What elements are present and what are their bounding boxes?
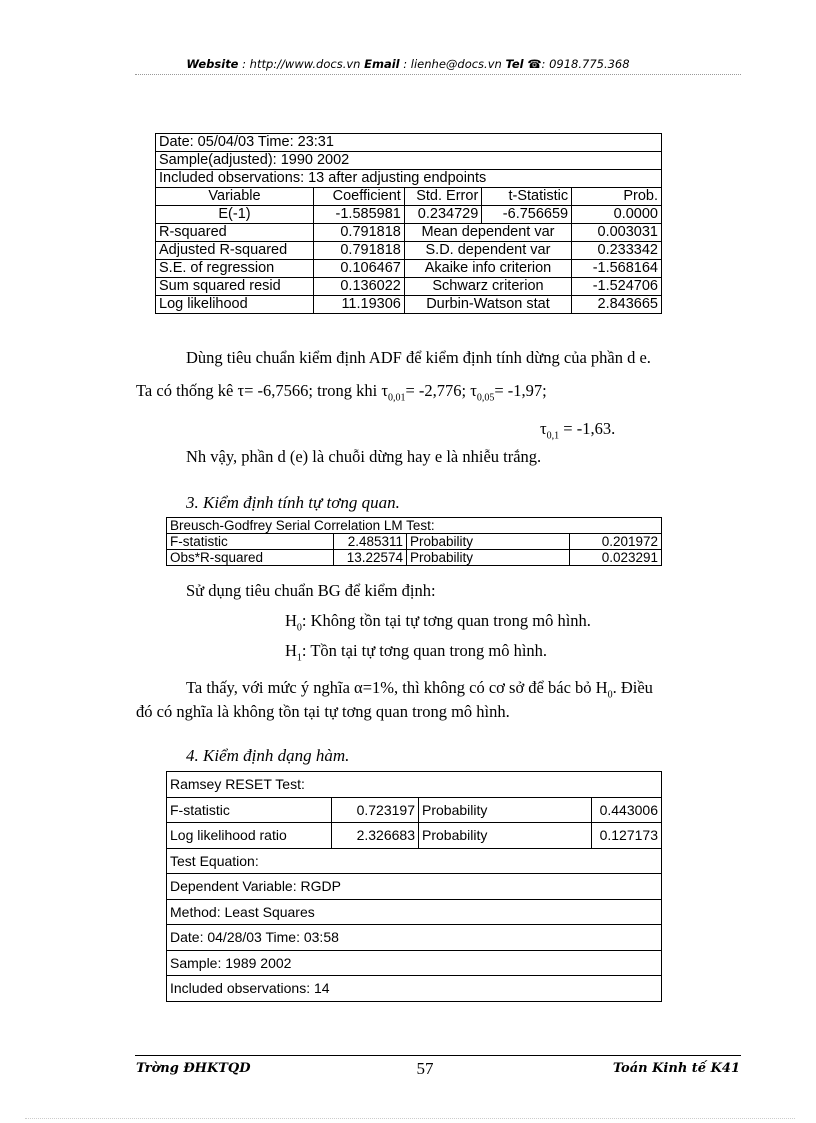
col-t-statistic: t-Statistic — [482, 188, 572, 206]
alpha-symbol: α — [354, 678, 363, 697]
adf-paragraph-line3 — [540, 419, 615, 441]
tau-symbol: τ — [470, 381, 477, 400]
stat-label-2: Durbin-Watson stat — [404, 296, 571, 314]
subscript: 0 — [607, 689, 613, 701]
stat-label: Log likelihood — [156, 296, 314, 314]
stat-value: 0.106467 — [313, 260, 404, 278]
bg-intro: Sử dụng tiêu chuẩn BG để kiểm định: — [186, 581, 436, 600]
tau-symbol: τ — [540, 419, 547, 438]
bg-prob: 0.201972 — [570, 534, 662, 550]
reset-prob: 0.127173 — [592, 823, 662, 849]
col-std-error: Std. Error — [404, 188, 481, 206]
footer-course: Toán Kinh tế K41 — [612, 1061, 740, 1076]
text: : Không tồn tại tự tơng quan trong mô hình. — [301, 611, 591, 630]
text: = -1,63. — [559, 419, 616, 438]
table-row — [167, 550, 662, 566]
bg-title: Breusch-Godfrey Serial Correlation LM Test: — [167, 518, 662, 534]
adf-paragraph-line1: Dùng tiêu chuẩn kiểm định ADF để kiểm định tính dừng của phần d e. — [186, 348, 651, 367]
bg-conclusion-line2: đó có nghĩa là không tồn tại tự tơng quan trong mô hình. — [136, 702, 510, 721]
adf-observations: Included observations: 13 after adjusting endpoints — [156, 170, 662, 188]
adf-date: Date: 05/04/03 Time: 23:31 — [156, 134, 662, 152]
website-value[interactable]: : http://www.docs.vn — [238, 57, 365, 71]
text: =1%, thì không có cơ sở để bác bỏ H — [362, 678, 608, 697]
reset-info-row: Date: 04/28/03 Time: 03:58 — [167, 925, 662, 951]
section-3-title: 3. Kiểm định tính tự tơng quan. — [186, 493, 400, 512]
stat-label: Sum squared resid — [156, 278, 314, 296]
stats-row — [156, 224, 662, 242]
tel-label: Tel — [505, 57, 524, 71]
tau-subscript: 0,1 — [546, 430, 560, 442]
text: = -1,97; — [494, 381, 547, 400]
stat-label: S.E. of regression — [156, 260, 314, 278]
table-row — [167, 823, 662, 849]
stat-label-2: Mean dependent var — [404, 224, 571, 242]
reset-prob-label: Probability — [419, 823, 592, 849]
col-prob: Prob. — [572, 188, 662, 206]
stat-label-2: S.D. dependent var — [404, 242, 571, 260]
stats-row — [156, 242, 662, 260]
footer-school: Trờng ĐHKTQD — [136, 1061, 251, 1076]
hypothesis-h1 — [285, 641, 547, 663]
text: H — [285, 611, 297, 630]
bottom-divider — [25, 1118, 795, 1119]
cell-std-error: 0.234729 — [404, 206, 481, 224]
email-label: Email — [364, 57, 400, 71]
bg-prob: 0.023291 — [570, 550, 662, 566]
tau-subscript: 0,05 — [476, 392, 495, 404]
text: Ta thấy, với mức ý nghĩa — [186, 678, 355, 697]
adf-sample: Sample(adjusted): 1990 2002 — [156, 152, 662, 170]
col-coefficient: Coefficient — [313, 188, 404, 206]
text: . Điều — [612, 678, 653, 697]
subscript: 1 — [296, 652, 302, 664]
adf-header-row — [156, 188, 662, 206]
reset-label: F-statistic — [167, 797, 332, 823]
bg-label: Obs*R-squared — [167, 550, 334, 566]
bg-prob-label: Probability — [407, 550, 570, 566]
table-row — [167, 534, 662, 550]
tel-value: : 0918.775.368 — [541, 57, 630, 71]
table-row — [167, 797, 662, 823]
cell-t-statistic: -6.756659 — [482, 206, 572, 224]
stat-value-2: 0.233342 — [572, 242, 662, 260]
cell-coefficient: -1.585981 — [313, 206, 404, 224]
stat-label: Adjusted R-squared — [156, 242, 314, 260]
stat-value: 0.136022 — [313, 278, 404, 296]
reset-prob-label: Probability — [419, 797, 592, 823]
reset-prob: 0.443006 — [592, 797, 662, 823]
hypothesis-h0 — [285, 611, 591, 633]
stat-value: 11.19306 — [313, 296, 404, 314]
stat-value: 0.791818 — [313, 224, 404, 242]
adf-paragraph-line4: Nh vậy, phần d (e) là chuỗi dừng hay e là nhiễu trắng. — [186, 447, 542, 466]
bg-value: 13.22574 — [334, 550, 407, 566]
reset-value: 0.723197 — [332, 797, 419, 823]
reset-info-row: Method: Least Squares — [167, 899, 662, 925]
adf-regression-table — [155, 133, 662, 314]
page-header — [0, 57, 816, 71]
bg-value: 2.485311 — [334, 534, 407, 550]
reset-info-row: Dependent Variable: RGDP — [167, 874, 662, 900]
header-divider — [135, 74, 741, 75]
bg-conclusion-line1 — [186, 678, 653, 700]
stats-row — [156, 296, 662, 314]
stat-value-2: 2.843665 — [572, 296, 662, 314]
text: = -6,7566; trong khi — [244, 381, 382, 400]
stats-row — [156, 278, 662, 296]
tau-subscript: 0,01 — [387, 392, 406, 404]
website-label: Website — [186, 57, 239, 71]
subscript: 0 — [296, 622, 302, 634]
adf-coef-row — [156, 206, 662, 224]
reset-value: 2.326683 — [332, 823, 419, 849]
section-4-title: 4. Kiểm định dạng hàm. — [186, 746, 350, 765]
email-value[interactable]: : lienhe@docs.vn — [399, 57, 506, 71]
footer-divider — [135, 1055, 741, 1056]
stat-label-2: Akaike info criterion — [404, 260, 571, 278]
stats-row — [156, 260, 662, 278]
text: : Tồn tại tự tơng quan trong mô hình. — [301, 641, 548, 660]
bg-label: F-statistic — [167, 534, 334, 550]
phone-icon: ☎ — [527, 57, 542, 71]
bg-prob-label: Probability — [407, 534, 570, 550]
tau-symbol: τ — [381, 381, 388, 400]
text: H — [285, 641, 297, 660]
cell-variable: E(-1) — [156, 206, 314, 224]
text: Ta có thống kê — [136, 381, 238, 400]
stat-value-2: -1.524706 — [572, 278, 662, 296]
reset-title: Ramsey RESET Test: — [167, 772, 662, 798]
stat-label: R-squared — [156, 224, 314, 242]
page-number: 57 — [416, 1059, 434, 1078]
reset-label: Log likelihood ratio — [167, 823, 332, 849]
reset-test-table — [166, 771, 662, 1002]
reset-info-row: Sample: 1989 2002 — [167, 950, 662, 976]
text: = -2,776; — [405, 381, 471, 400]
stat-value-2: 0.003031 — [572, 224, 662, 242]
col-variable: Variable — [156, 188, 314, 206]
tau-symbol: τ — [237, 381, 245, 400]
stat-value: 0.791818 — [313, 242, 404, 260]
stat-label-2: Schwarz criterion — [404, 278, 571, 296]
stat-value-2: -1.568164 — [572, 260, 662, 278]
reset-info-row: Included observations: 14 — [167, 976, 662, 1002]
reset-info-row: Test Equation: — [167, 848, 662, 874]
adf-paragraph-line2 — [136, 381, 547, 403]
bg-test-table — [166, 517, 662, 566]
cell-prob: 0.0000 — [572, 206, 662, 224]
